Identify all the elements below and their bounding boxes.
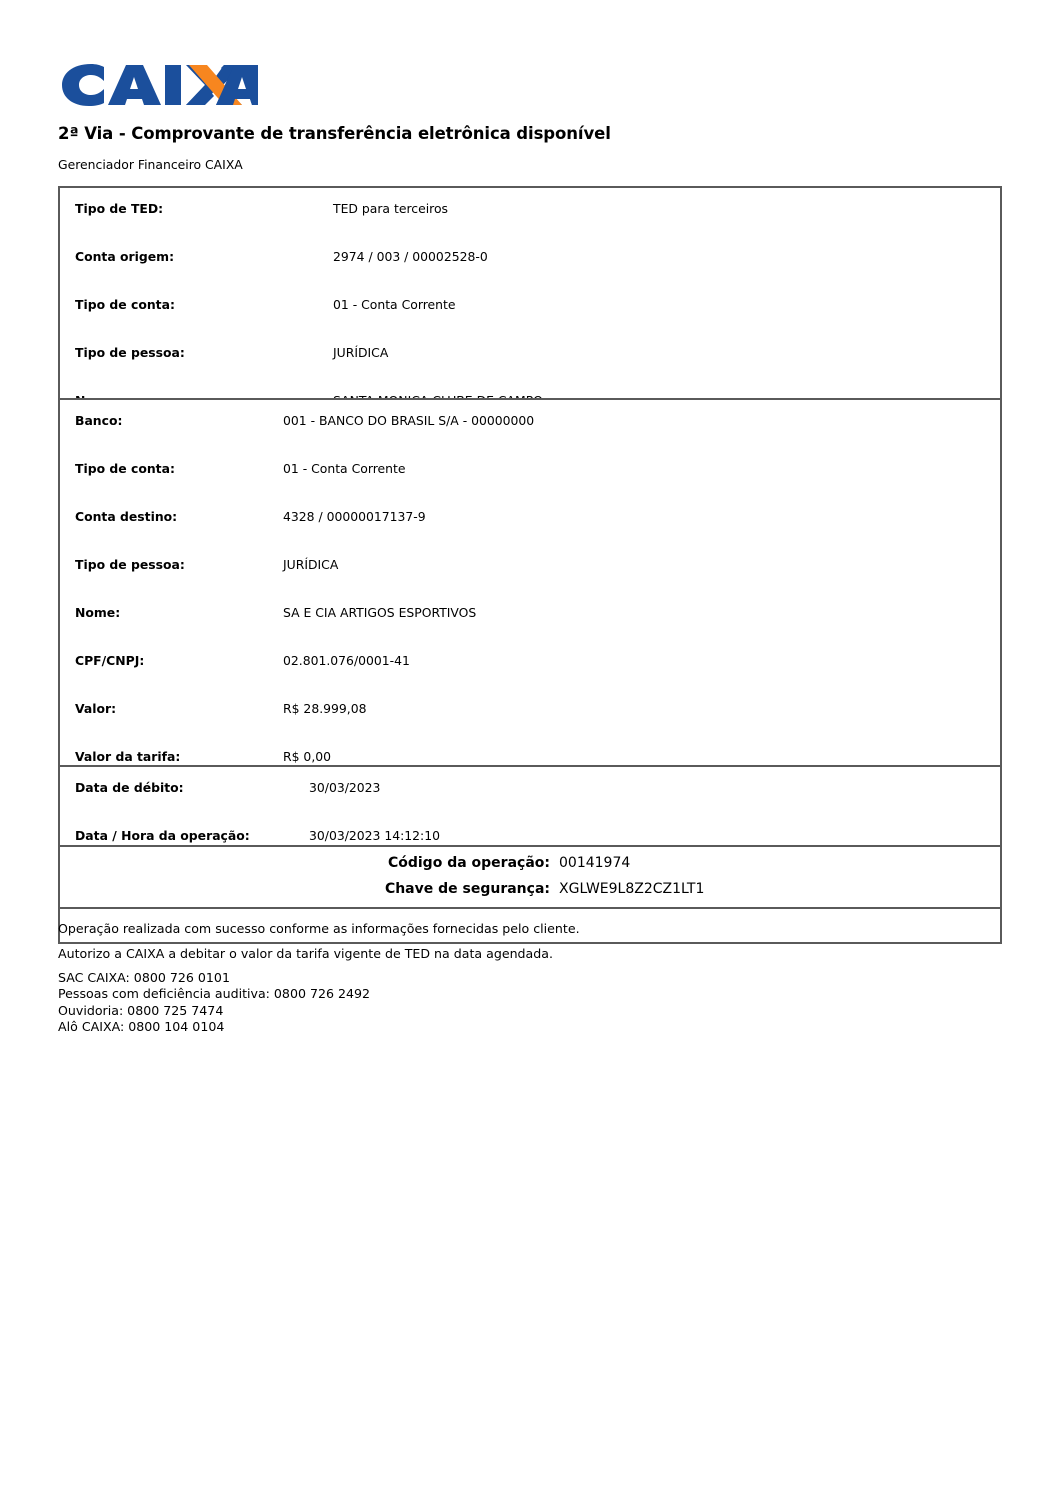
contact-line: Alô CAIXA: 0800 104 0104 (58, 1018, 225, 1034)
caixa-logo-icon (58, 56, 258, 112)
field-value: JURÍDICA (333, 345, 389, 360)
contact-list (58, 970, 370, 1035)
field-label: Valor: (75, 701, 117, 716)
table-row (60, 640, 1000, 688)
table-row (60, 496, 1000, 544)
authorization-note: Autorizo a CAIXA a debitar o valor da tarifa vigente de TED na data agendada. (58, 946, 553, 961)
field-value: SA E CIA ARTIGOS ESPORTIVOS (283, 605, 477, 620)
security-key-value: XGLWE9L8Z2CZ1LT1 (559, 881, 705, 897)
field-value: 001 - BANCO DO BRASIL S/A - 00000000 (283, 413, 535, 428)
operation-codes-section (58, 845, 1002, 909)
caixa-logo (58, 56, 258, 112)
table-row (60, 400, 1000, 448)
table-row (60, 767, 1000, 815)
field-value: 01 - Conta Corrente (283, 461, 406, 476)
field-label: Tipo de pessoa: (75, 557, 185, 572)
field-label: Tipo de conta: (75, 461, 175, 476)
field-value: 30/03/2023 14:12:10 (309, 828, 441, 843)
field-value: 02.801.076/0001-41 (283, 653, 410, 668)
field-value: 2974 / 003 / 00002528-0 (333, 249, 488, 264)
security-key-label: Chave de segurança: (384, 881, 550, 897)
table-row (60, 592, 1000, 640)
table-row (60, 688, 1000, 736)
table-row (60, 188, 1000, 236)
table-row (60, 448, 1000, 496)
table-row (60, 332, 1000, 380)
page-subtitle: Gerenciador Financeiro CAIXA (58, 157, 243, 172)
field-label: CPF/CNPJ: (75, 653, 145, 668)
operation-code-value: 00141974 (559, 855, 631, 871)
field-label: Tipo de conta: (75, 297, 175, 312)
operation-code-label: Código da operação: (387, 855, 550, 871)
success-note: Operação realizada com sucesso conforme as informações fornecidas pelo cliente. (58, 921, 580, 936)
field-value: R$ 28.999,08 (283, 701, 367, 716)
field-label: Banco: (75, 413, 123, 428)
table-row (60, 847, 1000, 873)
table-row (60, 236, 1000, 284)
table-row (60, 873, 1000, 907)
contact-line: Ouvidoria: 0800 725 7474 (58, 1002, 224, 1018)
operation-codes-table (60, 847, 1000, 907)
contact-line: Pessoas com deficiência auditiva: 0800 726 2492 (58, 986, 371, 1002)
field-value: 30/03/2023 (309, 780, 381, 795)
field-value: JURÍDICA (283, 557, 339, 572)
field-value: TED para terceiros (333, 201, 449, 216)
table-row (60, 544, 1000, 592)
field-label: Conta destino: (75, 509, 178, 524)
field-label: Data de débito: (75, 780, 184, 795)
field-label: Valor da tarifa: (75, 749, 181, 764)
field-label: Data / Hora da operação: (75, 828, 250, 843)
field-value: R$ 0,00 (283, 749, 332, 764)
table-row (60, 284, 1000, 332)
field-label: Conta origem: (75, 249, 175, 264)
field-value: 4328 / 00000017137-9 (283, 509, 426, 524)
page-title: 2ª Via - Comprovante de transferência eletrônica disponível (58, 124, 611, 143)
field-label: Tipo de TED: (75, 201, 164, 216)
contact-line: SAC CAIXA: 0800 726 0101 (58, 970, 230, 985)
field-value: 01 - Conta Corrente (333, 297, 456, 312)
field-label: Tipo de pessoa: (75, 345, 185, 360)
field-label: Nome: (75, 605, 121, 620)
